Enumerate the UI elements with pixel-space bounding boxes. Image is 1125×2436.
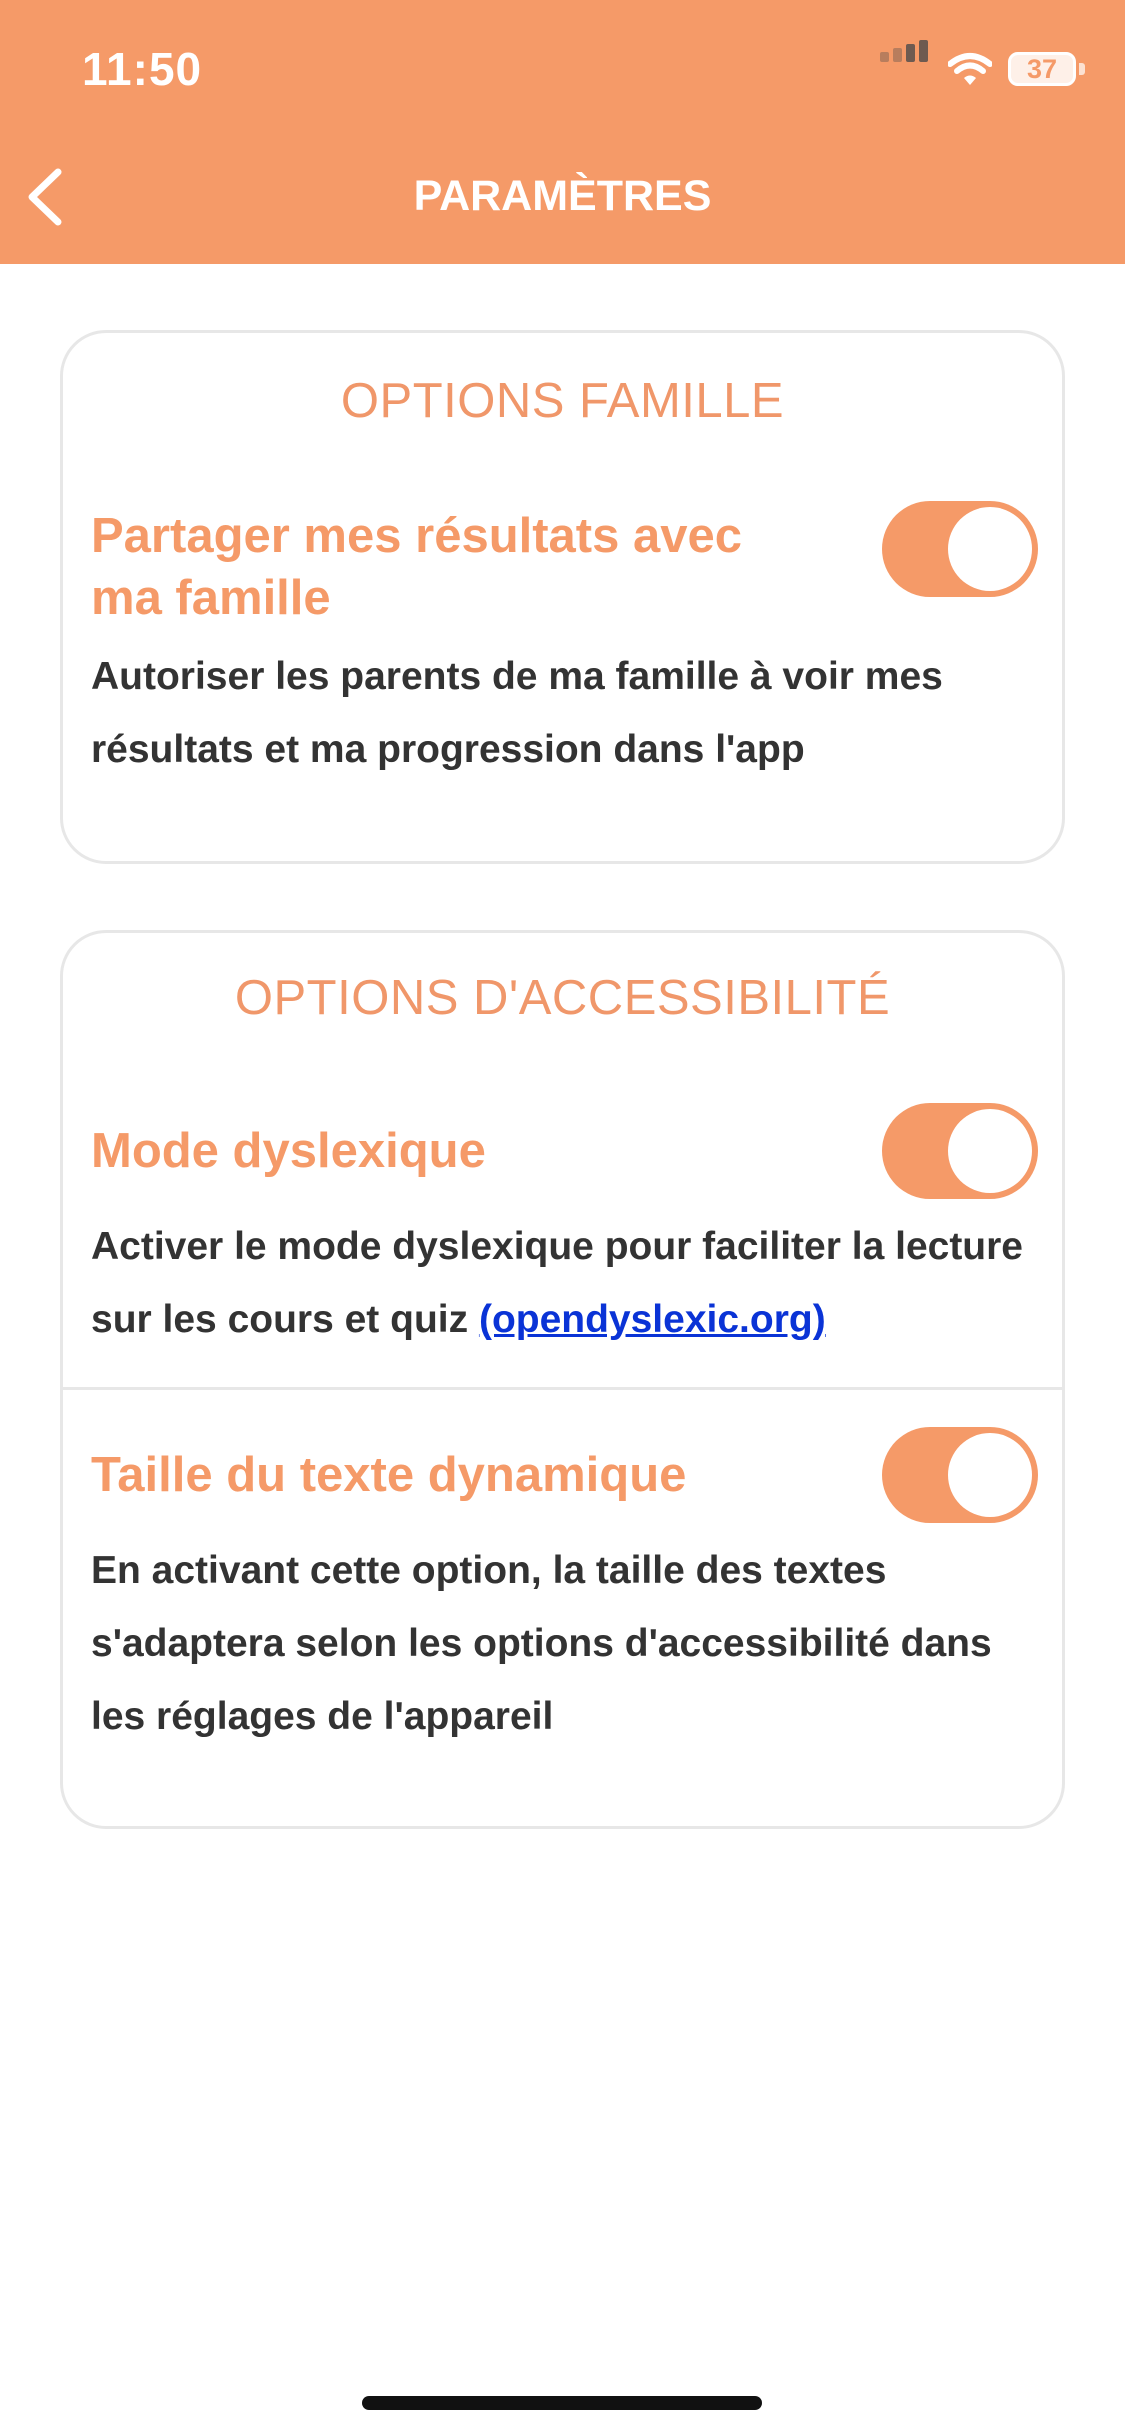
- dynamic-text-toggle[interactable]: [882, 1427, 1038, 1523]
- opendyslexic-link[interactable]: (opendyslexic.org): [478, 1298, 826, 1341]
- status-time: 11:50: [82, 43, 203, 95]
- dyslexic-mode-description: [91, 1210, 1046, 1356]
- home-indicator[interactable]: [362, 2396, 762, 2410]
- family-options-title: OPTIONS FAMILLE: [340, 374, 785, 428]
- share-results-description: Autoriser les parents de ma famille à voir mes résultats et ma progression dans l'app: [91, 655, 943, 771]
- dynamic-text-label: Taille du texte dynamique: [91, 1448, 687, 1502]
- share-results-toggle[interactable]: [882, 501, 1038, 597]
- accessibility-options-card: [60, 930, 1065, 1829]
- dynamic-text-description: En activant cette option, la taille des textes s'adaptera selon les options d'accessibilité dans les réglages de l'appareil: [91, 1549, 992, 1738]
- dyslexic-mode-description-text: Activer le mode dyslexique pour faciliter la lecture sur les cours et quiz: [91, 1225, 1024, 1341]
- page-title: PARAMÈTRES: [413, 172, 712, 220]
- accessibility-options-title: OPTIONS D'ACCESSIBILITÉ: [234, 971, 891, 1025]
- dyslexic-mode-label: Mode dyslexique: [91, 1124, 486, 1178]
- battery-icon: [1008, 52, 1076, 86]
- share-results-label: Partager mes résultats avec ma famille: [91, 509, 742, 625]
- battery-level: 37: [1026, 53, 1058, 84]
- wifi-icon: [948, 52, 992, 86]
- dyslexic-mode-toggle[interactable]: [882, 1103, 1038, 1199]
- header-bar: [0, 0, 1125, 264]
- family-options-card: [60, 330, 1065, 864]
- section-divider: [63, 1387, 1062, 1390]
- battery-nub: [1079, 63, 1085, 75]
